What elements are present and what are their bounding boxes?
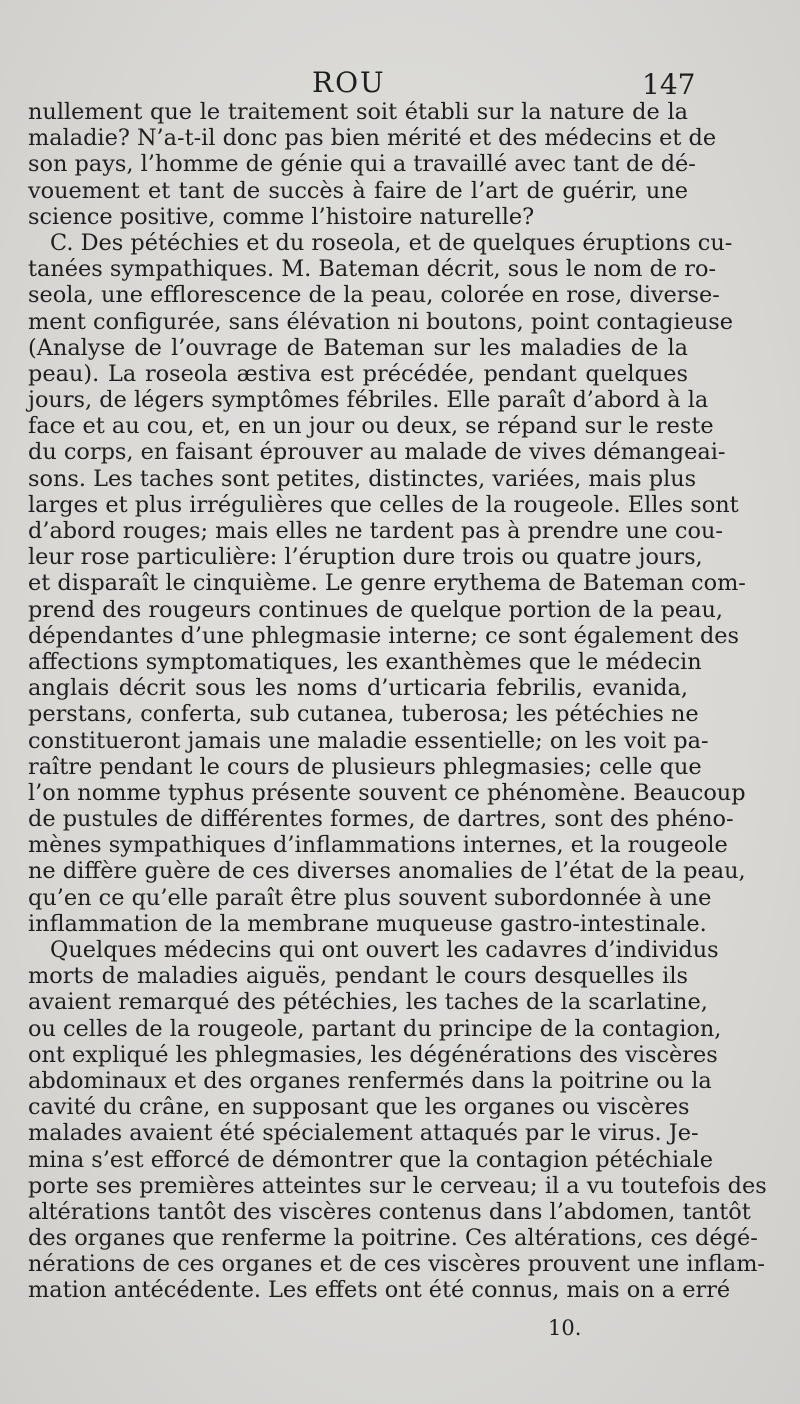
text-line: seola, une efflorescence de la peau, colorée en rose, diverse- [28,282,720,309]
text-line: mina s’est efforcé de démontrer que la contagion pétéchiale [28,1146,713,1173]
text-line: peau). La roseola æstiva est précédée, pendant quelques [28,360,688,387]
text-line: face et au cou, et, en un jour ou deux, se répand sur le reste [28,413,714,440]
text-line: de pustules de différentes formes, de dartres, sont des phéno- [28,806,734,833]
text-line: prend des rougeurs continues de quelque portion de la peau, [28,596,724,623]
text-line: (Analyse de l’ouvrage de Bateman sur les maladies de la [28,334,688,361]
text-line: abdominaux et des organes renfermés dans la poitrine ou la [28,1067,712,1094]
text-line: porte ses premières atteintes sur le cerveau; il a vu toutefois des [28,1172,767,1199]
text-line: larges et plus irrégulières que celles de la rougeole. Elles sont [28,491,739,518]
text-line: raître pendant le cours de plusieurs phlegmasies; celle que [28,753,702,780]
text-line: leur rose particulière: l’éruption dure trois ou quatre jours, [28,544,703,571]
text-line: affections symptomatiques, les exanthèmes que le médecin [28,648,702,675]
body-text [28,99,767,1304]
text-line: ou celles de la rougeole, partant du principe de la contagion, [28,1015,722,1042]
text-line: son pays, l’homme de génie qui a travaillé avec tant de dé- [28,151,696,178]
text-line: perstans, conferta, sub cutanea, tuberosa; les pétéchies ne [28,701,699,728]
text-line: tanées sympathiques. M. Bateman décrit, sous le nom de ro- [28,256,717,283]
text-line: anglais décrit sous les noms d’urticaria febrilis, evanida, [28,675,688,702]
text-line: cavité du crâne, en supposant que les organes ou viscères [28,1094,690,1121]
page-number: 147 [642,68,696,101]
text-line: science positive, comme l’histoire naturelle? [28,203,535,230]
signature-mark: 10. [548,1316,582,1340]
text-line: nérations de ces organes et de ces viscères prouvent une inflam- [28,1251,765,1278]
text-line: altérations tantôt des viscères contenus dans l’abdomen, tantôt [28,1198,751,1225]
running-head: ROU [312,66,386,99]
text-line: ment configurée, sans élévation ni boutons, point contagieuse [28,308,734,335]
text-line: et disparaît le cinquième. Le genre erythema de Bateman com- [28,570,746,597]
text-line: jours, de légers symptômes fébriles. Elle paraît d’abord à la [28,387,709,414]
text-line: nullement que le traitement soit établi sur la nature de la [28,99,688,125]
text-line: dépendantes d’une phlegmasie interne; ce sont également des [28,622,740,649]
text-line: du corps, en faisant éprouver au malade de vives démangeai- [28,439,726,466]
text-line: des organes que renferme la poitrine. Ces altérations, ces dégé- [28,1225,758,1252]
text-line: qu’en ce qu’elle paraît être plus souvent subordonnée à une [28,884,712,911]
text-line: vouement et tant de succès à faire de l’art de guérir, une [28,177,688,204]
text-line: morts de maladies aiguës, pendant le cours desquelles ils [28,963,688,990]
text-line: C. Des pétéchies et du roseola, et de quelques éruptions cu- [50,229,733,256]
text-line: maladie? N’a-t-il donc pas bien mérité et des médecins et de [28,125,717,152]
text-line: ne diffère guère de ces diverses anomalies de l’état de la peau, [28,858,746,885]
text-line: Quelques médecins qui ont ouvert les cadavres d’individus [50,937,719,963]
text-line: malades avaient été spécialement attaqués par le virus. Je- [28,1120,699,1147]
text-line: l’on nomme typhus présente souvent ce phénomène. Beaucoup [28,779,746,806]
text-line: constitueront jamais une maladie essentielle; on les voit pa- [28,727,709,754]
text-line: d’abord rouges; mais elles ne tardent pas à prendre une cou- [28,518,723,544]
text-line: mation antécédente. Les effets ont été connus, mais on a erré [28,1277,731,1304]
text-line: avaient remarqué des pétéchies, les taches de la scarlatine, [28,989,708,1016]
text-line: sons. Les taches sont petites, distinctes, variées, mais plus [28,465,697,492]
text-line: ont expliqué les phlegmasies, les dégénérations des viscères [28,1041,718,1068]
text-line: mènes sympathiques d’inflammations internes, et la rougeole [28,832,728,859]
text-line: inflammation de la membrane muqueuse gastro-intestinale. [28,910,707,937]
